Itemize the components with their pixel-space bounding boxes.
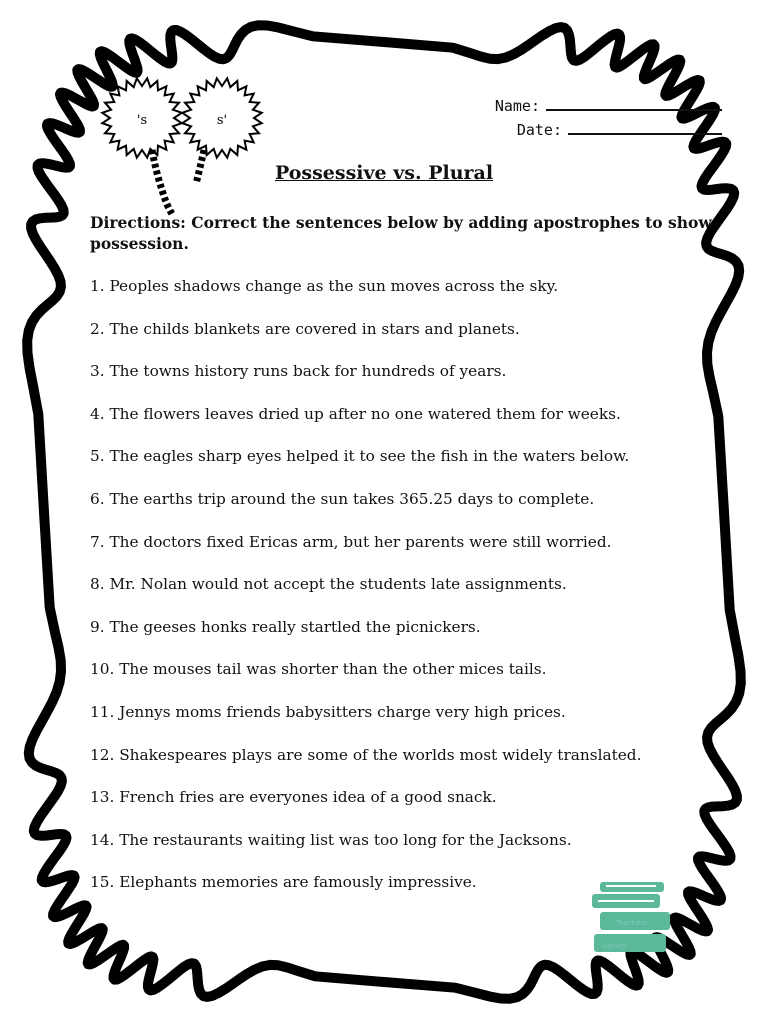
sentence-item: 15. Elephants memories are famously impressive. (90, 873, 477, 892)
right-clip-label: s' (216, 113, 228, 128)
sentence-item: 5. The eagles sharp eyes helped it to see the fish in the waters below. (90, 447, 630, 466)
sentence-item: 9. The geeses honks really startled the picnickers. (90, 617, 481, 636)
logo-line1: Teachers (616, 919, 647, 927)
name-field[interactable] (495, 94, 722, 118)
sentence-item: 8. Mr. Nolan would not accept the students late assignments. (90, 575, 567, 594)
date-blank-line[interactable] (568, 119, 722, 135)
worksheet-title: Possessive vs. Plural (274, 162, 494, 184)
name-label: Name: (494, 97, 540, 115)
sentence-item: 10. The mouses tail was shorter than the other mices tails. (90, 660, 547, 679)
date-label: Date: (516, 121, 562, 139)
directions-text: Directions: Correct the sentences below by adding apostrophes to show possession. (90, 213, 712, 253)
sentence-item: 13. French fries are everyones idea of a good snack. (90, 788, 497, 807)
name-blank-line[interactable] (546, 95, 722, 111)
sentence-item: 11. Jennys moms friends babysitters charge very high prices. (90, 702, 566, 721)
possessive-clipart (96, 72, 266, 222)
sentence-item: 3. The towns history runs back for hundreds of years. (90, 362, 507, 381)
sentence-item: 12. Shakespeares plays are some of the worlds most widely translated. (90, 745, 642, 764)
sentence-list (90, 276, 710, 915)
teachers-library-logo (590, 880, 670, 960)
left-clip-label: 's (136, 113, 148, 128)
sentence-item: 1. Peoples shadows change as the sun moves across the sky. (90, 277, 559, 295)
sentence-item: 7. The doctors fixed Ericas arm, but her parents were still worried. (90, 532, 612, 551)
sentence-item: 6. The earths trip around the sun takes 365.25 days to complete. (90, 489, 595, 508)
student-info-fields (495, 94, 722, 142)
left-fluffy-ball-icon (102, 78, 181, 157)
sentence-item: 14. The restaurants waiting list was too long for the Jacksons. (90, 830, 572, 849)
sentence-item: 4. The flowers leaves dried up after no one watered them for weeks. (90, 404, 621, 423)
logo-line2: Library (602, 942, 627, 950)
right-fluffy-ball-icon (182, 78, 261, 157)
date-field[interactable] (495, 118, 722, 142)
sentence-item: 2. The childs blankets are covered in stars and planets. (90, 319, 520, 338)
